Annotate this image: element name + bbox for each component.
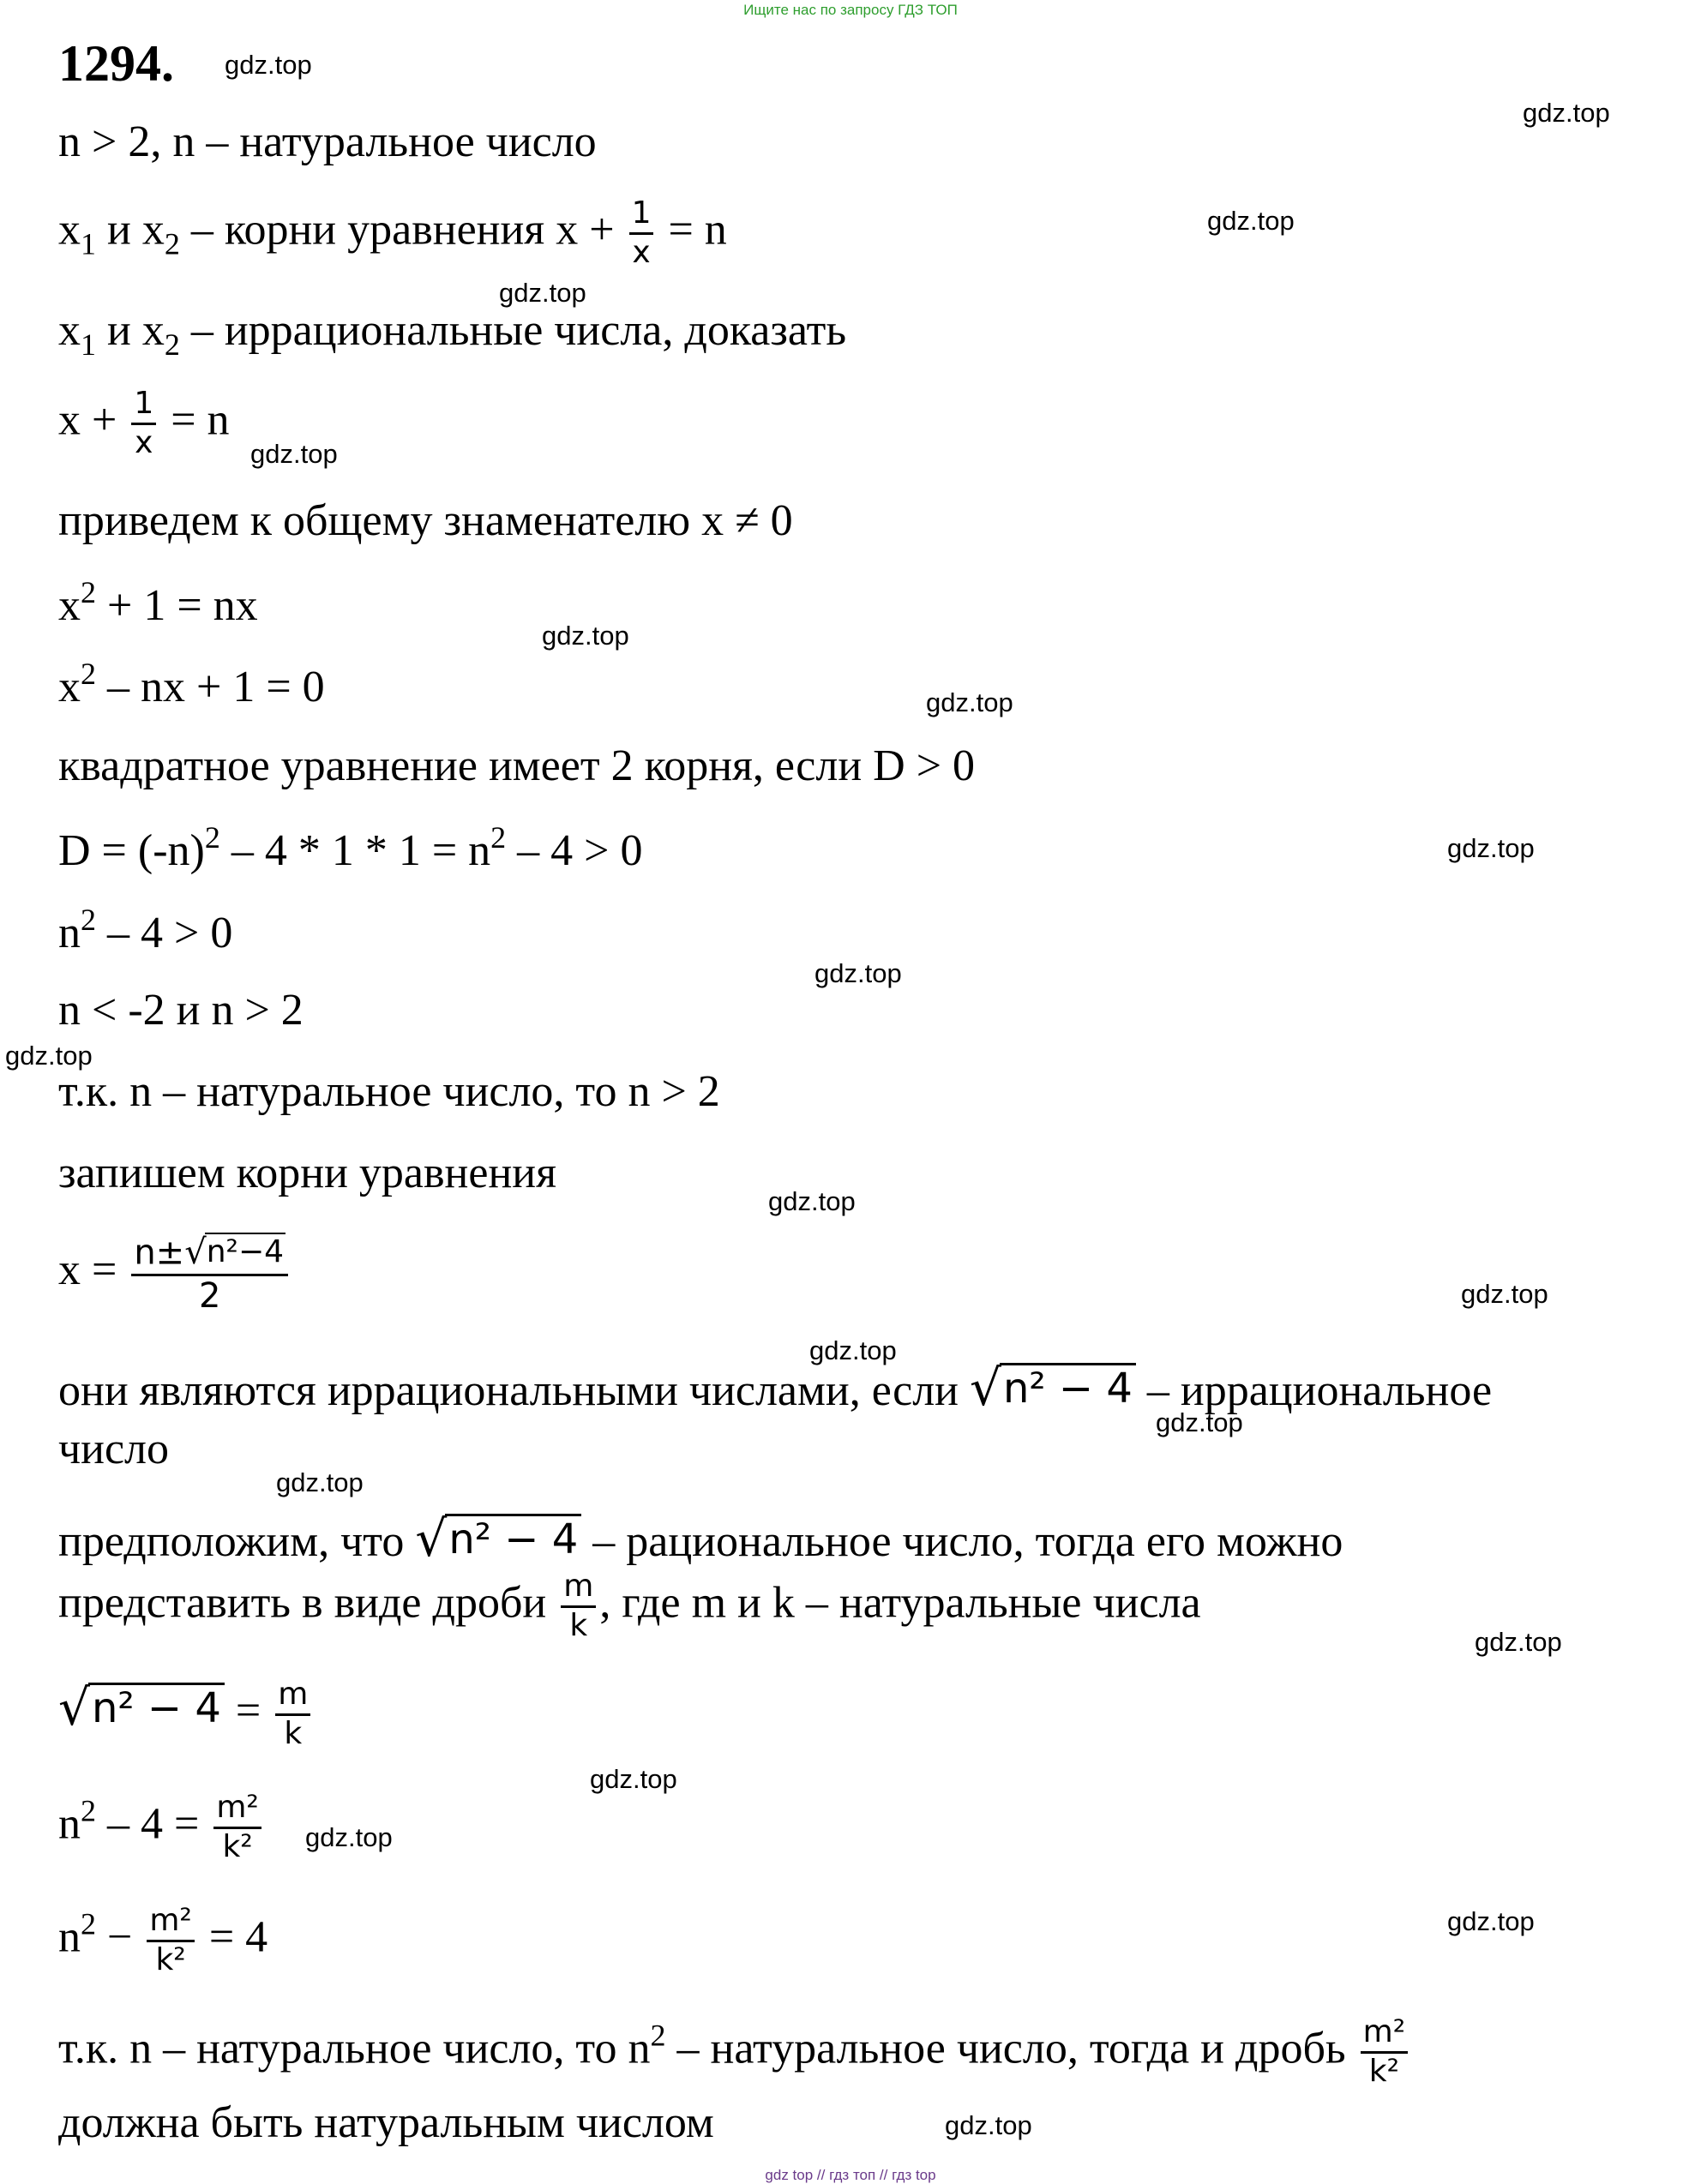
sqrt-symbol: √ n²−4 — [184, 1233, 285, 1273]
problem-number: 1294. — [58, 35, 174, 92]
footer-watermark: gdz top // гдз топ // гдз top — [765, 2167, 936, 2183]
fraction: $\frac{m}{k}$ — [275, 1678, 310, 1751]
equation-line: $n^2 - 4$ = $\frac{\text{m²}}{\text{k²}}$ — [58, 1791, 265, 1864]
watermark: gdz.top — [5, 1041, 93, 1071]
fraction: $\frac{1}{x}$ — [131, 387, 156, 460]
conclusion-line: т.к. n – натуральное число, то n > 2 — [58, 1067, 720, 1116]
discriminant-line: $D = (-n)^2 - 4 * 1 * 1 = n^2 - 4 > 0$ — [58, 820, 643, 875]
equation-line: $n^2$ − $\frac{\text{m²}}{\text{k²}}$ = 4 — [58, 1903, 268, 1977]
watermark: gdz.top — [590, 1764, 677, 1794]
sqrt-symbol: √ n² − 4 — [58, 1683, 225, 1732]
equation-line: $x^2$ – nx + 1 = 0 — [58, 657, 325, 711]
watermark: gdz.top — [1447, 1906, 1535, 1936]
common-denominator-line: приведем к общему знаменателю x ≠ 0 — [58, 496, 793, 545]
fraction: $\frac{m}{k}$ — [561, 1570, 596, 1643]
watermark: gdz.top — [225, 50, 312, 80]
watermark: gdz.top — [1475, 1627, 1562, 1657]
sqrt-symbol: √ n² − 4 — [970, 1363, 1136, 1413]
watermark: gdz.top — [499, 278, 586, 308]
watermark: gdz.top — [1523, 98, 1610, 128]
condition-line: n > 2, n – натуральное число — [58, 117, 597, 166]
watermark: gdz.top — [276, 1467, 364, 1497]
fraction: $\frac{\text{m²}}{\text{k²}}$ — [147, 1905, 195, 1977]
watermark: gdz.top — [1207, 206, 1295, 236]
watermark: gdz.top — [768, 1186, 856, 1216]
fraction-representation-line: представить в виде дроби $\frac{m}{k}$ , где m и k – натуральные числа — [58, 1569, 1201, 1643]
fraction: $\frac{1}{x}$ — [629, 197, 654, 270]
equation-line: $x^2 + 1$ = nx — [58, 575, 258, 630]
sqrt-symbol: √ n² − 4 — [415, 1514, 581, 1563]
watermark: gdz.top — [809, 1335, 897, 1365]
conclusion-line: т.к. n – натуральное число, то $n^2$ – натуральное число, тогда и дробь $\frac{\text{m²}}{\text{k²}}$ — [58, 2016, 1411, 2089]
assumption-line: предположим, что √ n² − 4 – рациональное число, тогда его можно — [58, 1509, 1343, 1569]
roots-formula-line: x = n± √ n²−4 2 — [58, 1233, 292, 1315]
irrationality-condition-line: они являются иррациональными числами, если √ n² − 4 – иррациональное — [58, 1359, 1493, 1418]
roots-definition-line: $x_1$ и $x_2$ – корни уравнения x + $\frac{1}{x}$ = n — [58, 195, 727, 270]
roots-fraction: n± √ n²−4 2 — [131, 1233, 288, 1315]
text-line: запишем корни уравнения — [58, 1149, 557, 1197]
top-banner: Ищите нас по запросу ГДЗ ТОП — [743, 2, 958, 18]
watermark: gdz.top — [305, 1822, 393, 1852]
inequality-line: $n^2 - 4 > 0$ — [58, 903, 233, 957]
text-line: должна быть натуральным числом — [58, 2098, 714, 2147]
fraction: $\frac{\text{m²}}{\text{k²}}$ — [213, 1791, 261, 1864]
goal-line: $x_1$ и $x_2$ – иррациональные числа, доказать — [58, 306, 847, 362]
watermark: gdz.top — [542, 621, 629, 651]
equation-line: √ n² − 4 = $\frac{m}{k}$ — [58, 1678, 314, 1751]
watermark: gdz.top — [250, 439, 338, 469]
discriminant-condition-line: квадратное уравнение имеет 2 корня, если D > 0 — [58, 741, 976, 790]
watermark: gdz.top — [814, 958, 902, 988]
watermark: gdz.top — [1447, 833, 1535, 863]
text-line: число — [58, 1425, 170, 1473]
watermark: gdz.top — [1461, 1279, 1548, 1309]
watermark: gdz.top — [926, 687, 1013, 717]
watermark: gdz.top — [1156, 1407, 1243, 1437]
watermark: gdz.top — [945, 2110, 1032, 2140]
inequality-solution-line: n < -2 и n > 2 — [58, 986, 304, 1035]
fraction: $\frac{\text{m²}}{\text{k²}}$ — [1361, 2016, 1409, 2089]
equation-line: x + $\frac{1}{x}$ = n — [58, 386, 230, 460]
